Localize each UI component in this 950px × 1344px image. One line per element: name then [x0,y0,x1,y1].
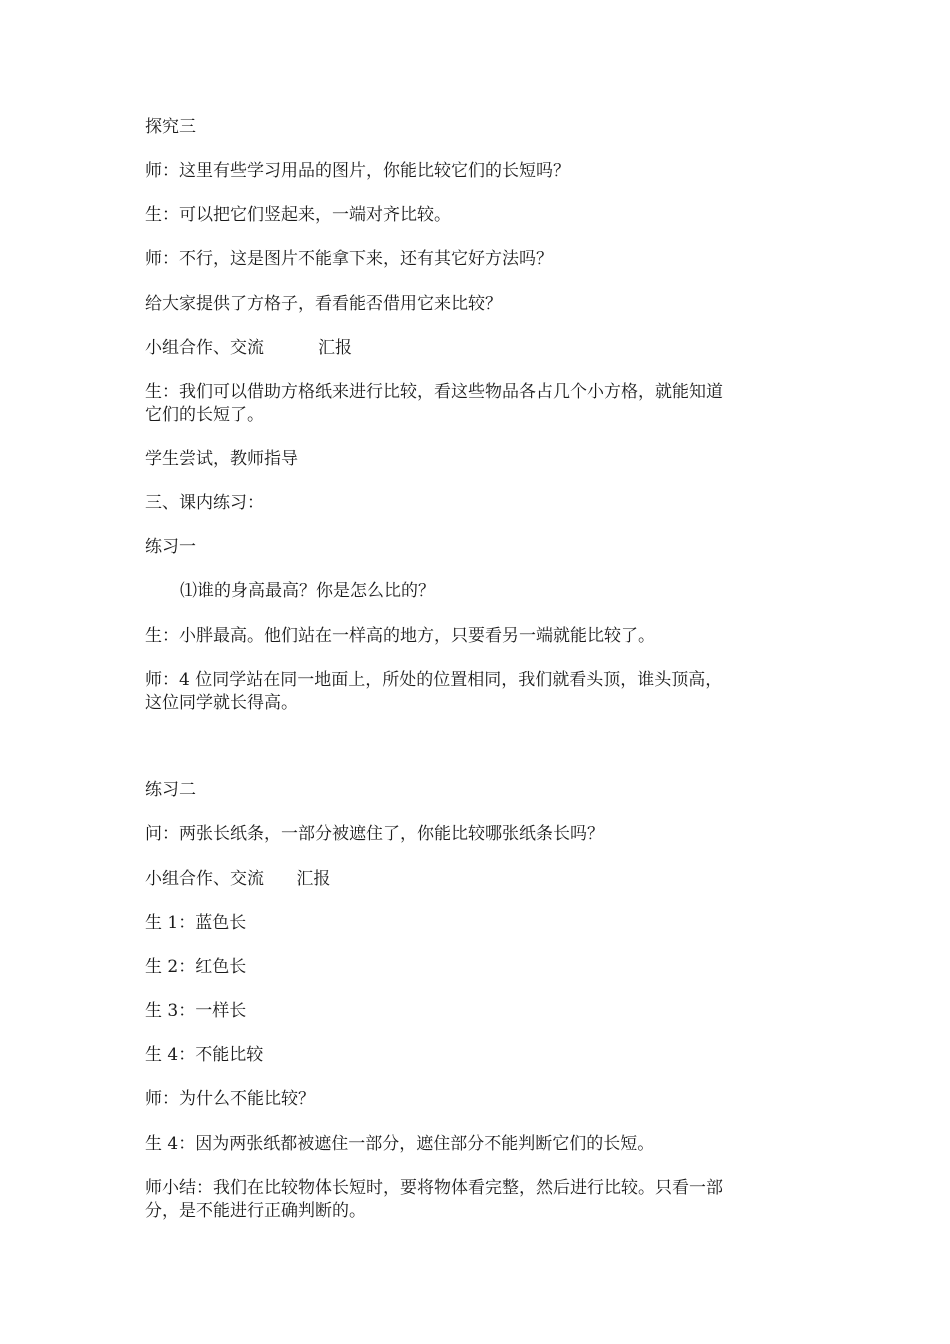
student-answer-2-line1: 生：我们可以借助方格纸来进行比较，看这些物品各占几个小方格，就能知道 [145,382,723,402]
teacher-question-1: 师：这里有些学习用品的图片，你能比较它们的长短吗？ [145,161,570,181]
exercise-1-question: ⑴谁的身高最高？你是怎么比的？ [180,581,435,601]
student-4-answer: 生 4：不能比较 [145,1045,264,1065]
grid-hint: 给大家提供了方格子，看看能否借用它来比较？ [145,294,502,314]
student-answer-3: 生：小胖最高。他们站在一样高的地方，只要看另一端就能比较了。 [145,626,655,646]
student-try: 学生尝试，教师指导 [145,449,298,469]
practice-heading: 三、课内练习： [145,493,264,513]
student-2-answer: 生 2：红色长 [145,957,247,977]
teacher-statement-1-line2: 这位同学就长得高。 [145,693,298,713]
group-work-2: 小组合作、交流 汇报 [145,869,331,889]
student-answer-2-line2: 它们的长短了。 [145,405,264,425]
group-work-1: 小组合作、交流 汇报 [145,338,353,358]
teacher-summary-line2: 分，是不能进行正确判断的。 [145,1201,366,1221]
teacher-question-2: 师：不行，这是图片不能拿下来，还有其它好方法吗？ [145,249,553,269]
teacher-summary-line1: 师小结：我们在比较物体长短时，要将物体看完整，然后进行比较。只看一部 [145,1178,723,1198]
student-answer-1: 生：可以把它们竖起来，一端对齐比较。 [145,205,451,225]
section-heading-explore-3: 探究三 [145,117,196,137]
student-3-answer: 生 3：一样长 [145,1001,247,1021]
exercise-2-heading: 练习二 [145,780,196,800]
exercise-1-heading: 练习一 [145,537,196,557]
exercise-2-question: 问：两张长纸条，一部分被遮住了，你能比较哪张纸条长吗？ [145,824,604,844]
teacher-question-3: 师：为什么不能比较？ [145,1089,315,1109]
student-4-reason: 生 4：因为两张纸都被遮住一部分，遮住部分不能判断它们的长短。 [145,1134,655,1154]
student-1-answer: 生 1：蓝色长 [145,913,247,933]
teacher-statement-1-line1: 师：4 位同学站在同一地面上，所处的位置相同，我们就看头顶，谁头顶高， [145,670,723,690]
